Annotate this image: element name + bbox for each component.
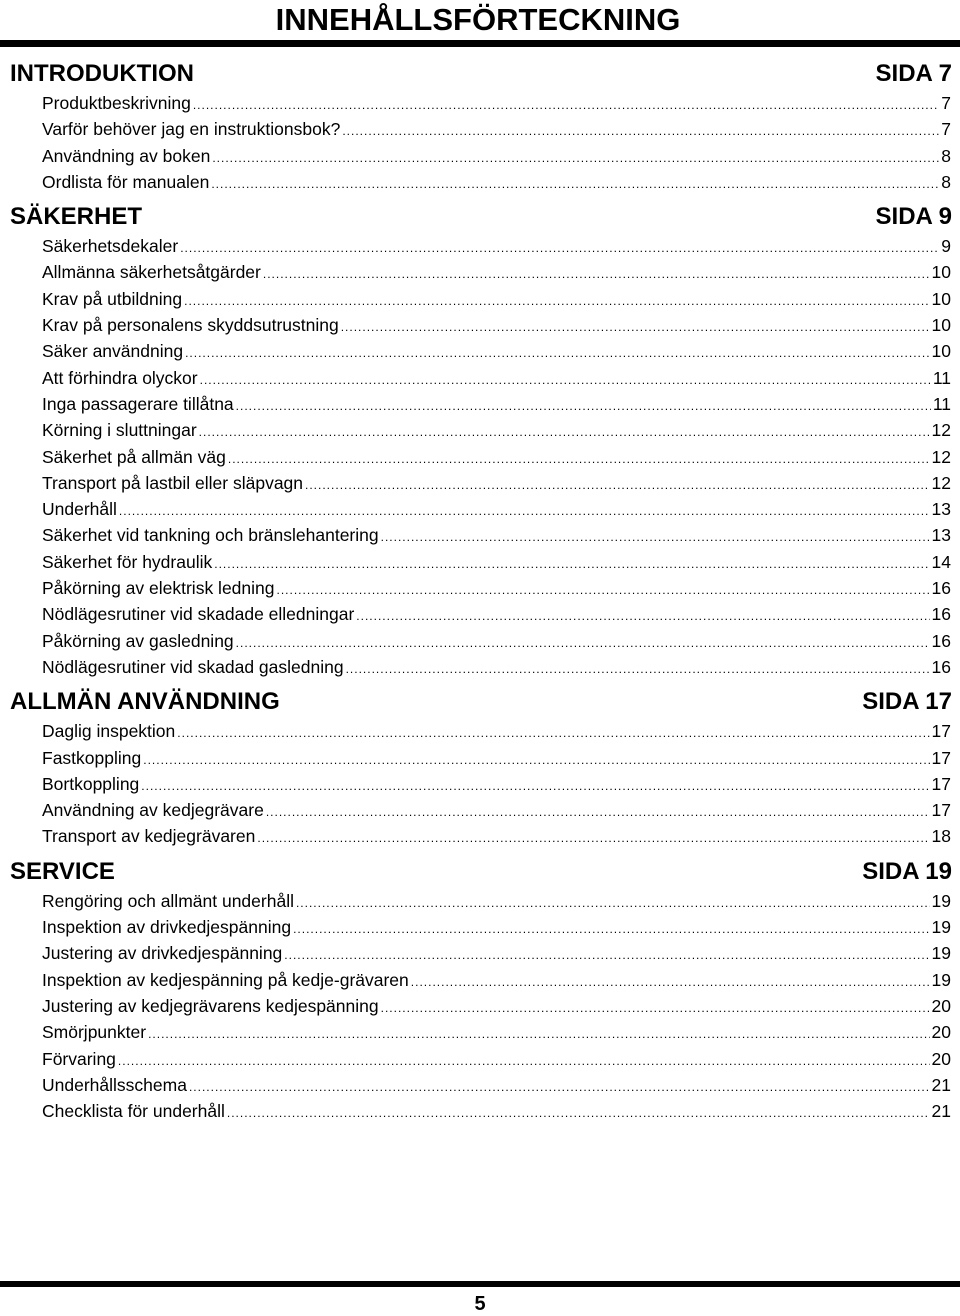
- toc-entry: [42, 914, 951, 940]
- entry-page: 8: [941, 171, 951, 192]
- entry-page: 18: [931, 826, 951, 847]
- entry-label: Rengöring och allmänt underhåll: [42, 890, 294, 911]
- toc-entry: [42, 993, 951, 1019]
- toc-entry: [42, 1019, 951, 1045]
- entry-label: Transport på lastbil eller släpvagn: [42, 472, 304, 493]
- toc-entry: [42, 797, 951, 823]
- entry-page: 20: [931, 1022, 951, 1043]
- entry-label: Inspektion av drivkedjespänning: [42, 917, 292, 938]
- entry-page: 19: [931, 917, 951, 938]
- entry-label: Allmänna säkerhetsåtgärder: [42, 262, 261, 283]
- entry-label: Bortkoppling: [42, 773, 140, 794]
- entry-list: [0, 233, 960, 680]
- entry-label: Transport av kedjegrävaren: [42, 826, 256, 847]
- dot-leader: [118, 1048, 930, 1074]
- dot-leader: [411, 969, 930, 995]
- entry-label: Säkerhet på allmän väg: [42, 446, 226, 467]
- dot-leader: [257, 825, 929, 851]
- dot-leader: [143, 747, 929, 773]
- section-page: SIDA 19: [862, 857, 952, 885]
- entry-label: Krav på utbildning: [42, 288, 183, 309]
- entry-page: 12: [931, 472, 951, 493]
- section-heading: [0, 686, 960, 718]
- section-title: SÄKERHET: [10, 203, 143, 231]
- dot-leader: [296, 890, 930, 916]
- bottom-rule: [0, 1281, 960, 1287]
- entry-label: Säker användning: [42, 341, 184, 362]
- dot-leader: [236, 630, 930, 656]
- entry-label: Inspektion av kedjespänning på kedje-grävaren: [42, 969, 409, 990]
- dot-leader: [141, 773, 929, 799]
- entry-label: Varför behöver jag en instruktionsbok?: [42, 119, 341, 140]
- dot-leader: [119, 498, 930, 524]
- entry-label: Användning av boken: [42, 145, 211, 166]
- entry-label: Underhåll: [42, 499, 117, 520]
- entry-page: 9: [941, 236, 951, 257]
- toc-entry: [42, 338, 951, 364]
- dot-leader: [211, 171, 939, 197]
- toc-entry: [42, 417, 951, 443]
- entry-label: Förvaring: [42, 1048, 116, 1069]
- toc-entry: [42, 391, 951, 417]
- dot-leader: [199, 419, 930, 445]
- toc-entry: [42, 549, 951, 575]
- entry-label: Användning av kedjegrävare: [42, 800, 264, 821]
- toc-entry: [42, 654, 951, 680]
- page-title: [0, 0, 960, 40]
- toc-entry: [42, 888, 951, 914]
- dot-leader: [228, 446, 930, 472]
- toc-entry: [42, 259, 951, 285]
- entry-page: 16: [931, 656, 951, 677]
- entry-label: Påkörning av gasledning: [42, 630, 234, 651]
- dot-leader: [293, 916, 929, 942]
- dot-leader: [200, 367, 931, 393]
- dot-leader: [180, 235, 939, 261]
- entry-label: Underhållsschema: [42, 1074, 187, 1095]
- entry-page: 19: [931, 969, 951, 990]
- entry-page: 13: [931, 499, 951, 520]
- toc-entry: [42, 1098, 951, 1124]
- dot-leader: [346, 656, 930, 682]
- entry-label: Daglig inspektion: [42, 721, 176, 742]
- table-of-contents: [0, 58, 960, 1124]
- entry-page: 8: [941, 145, 951, 166]
- toc-entry: [42, 116, 951, 142]
- entry-label: Justering av drivkedjespänning: [42, 943, 283, 964]
- toc-entry: [42, 745, 951, 771]
- dot-leader: [342, 118, 939, 144]
- entry-label: Säkerhet vid tankning och bränslehantering: [42, 525, 379, 546]
- entry-label: Smörjpunkter: [42, 1022, 147, 1043]
- toc-entry: [42, 470, 951, 496]
- entry-page: 16: [931, 578, 951, 599]
- dot-leader: [277, 577, 930, 603]
- section-page: SIDA 7: [875, 60, 952, 87]
- entry-label: Produktbeskrivning: [42, 93, 191, 113]
- entry-page: 12: [931, 446, 951, 467]
- dot-leader: [227, 1100, 930, 1126]
- section-title: SERVICE: [10, 857, 115, 885]
- entry-page: 17: [931, 773, 951, 794]
- entry-page: 10: [931, 341, 951, 362]
- page-title-text: INNEHÅLLSFÖRTECKNING: [275, 2, 681, 37]
- dot-leader: [236, 393, 931, 419]
- section-title: INTRODUKTION: [10, 60, 194, 87]
- entry-page: 16: [931, 604, 951, 625]
- dot-leader: [214, 551, 929, 577]
- entry-page: 19: [931, 890, 951, 911]
- entry-label: Justering av kedjegrävarens kedjespänning: [42, 995, 379, 1016]
- toc-entry: [42, 628, 951, 654]
- entry-list: [0, 888, 960, 1125]
- section-title: ALLMÄN ANVÄNDNING: [10, 688, 280, 716]
- entry-page: 17: [931, 747, 951, 768]
- toc-entry: [42, 601, 951, 627]
- entry-label: Ordlista för manualen: [42, 171, 210, 192]
- entry-page: 10: [931, 262, 951, 283]
- dot-leader: [184, 288, 929, 314]
- entry-label: Påkörning av elektrisk ledning: [42, 578, 275, 599]
- dot-leader: [185, 340, 929, 366]
- entry-label: Körning i sluttningar: [42, 420, 197, 441]
- toc-entry: [42, 169, 951, 195]
- toc-entry: [42, 823, 951, 849]
- toc-entry: [42, 967, 951, 993]
- toc-entry: [42, 575, 951, 601]
- toc-entry: [42, 286, 951, 312]
- dot-leader: [341, 314, 930, 340]
- entry-list: [0, 718, 960, 849]
- entry-page: 16: [931, 630, 951, 651]
- dot-leader: [305, 472, 930, 498]
- top-rule: [0, 40, 960, 47]
- dot-leader: [263, 261, 930, 287]
- toc-entry: [42, 312, 951, 338]
- toc-entry: [42, 1046, 951, 1072]
- dot-leader: [177, 720, 929, 746]
- toc-entry: [42, 233, 951, 259]
- section-heading: [0, 58, 960, 90]
- dot-leader: [356, 603, 929, 629]
- entry-page: 11: [932, 393, 951, 414]
- entry-page: 7: [941, 119, 951, 140]
- entry-label: Krav på personalens skyddsutrustning: [42, 315, 339, 336]
- page-number: 5: [474, 1293, 486, 1315]
- entry-label: Checklista för underhåll: [42, 1101, 225, 1122]
- entry-page: 20: [931, 1048, 951, 1069]
- entry-page: 7: [941, 93, 951, 113]
- entry-page: 10: [931, 288, 951, 309]
- toc-entry: [42, 718, 951, 744]
- toc-entry: [42, 522, 951, 548]
- dot-leader: [148, 1021, 929, 1047]
- entry-page: 19: [931, 943, 951, 964]
- entry-label: Säkerhet för hydraulik: [42, 551, 213, 572]
- entry-page: 17: [931, 800, 951, 821]
- dot-leader: [284, 942, 929, 968]
- dot-leader: [381, 524, 930, 550]
- entry-page: 12: [931, 420, 951, 441]
- toc-entry: [42, 1072, 951, 1098]
- entry-page: 21: [931, 1074, 951, 1095]
- section-page: SIDA 9: [875, 203, 952, 231]
- section-heading: [0, 856, 960, 888]
- toc-entry: [42, 365, 951, 391]
- toc-entry: [42, 771, 951, 797]
- entry-label: Säkerhetsdekaler: [42, 236, 179, 257]
- entry-label: Att förhindra olyckor: [42, 367, 198, 388]
- toc-entry: [42, 496, 951, 522]
- entry-page: 20: [931, 995, 951, 1016]
- dot-leader: [193, 92, 939, 118]
- toc-entry: [42, 143, 951, 169]
- entry-list: [0, 90, 960, 195]
- section-heading: [0, 201, 960, 233]
- entry-page: 14: [931, 551, 951, 572]
- entry-page: 17: [931, 721, 951, 742]
- entry-label: Inga passagerare tillåtna: [42, 393, 234, 414]
- dot-leader: [266, 799, 930, 825]
- entry-page: 11: [932, 367, 951, 388]
- toc-entry: [42, 90, 951, 116]
- dot-leader: [212, 145, 939, 171]
- toc-entry: [42, 444, 951, 470]
- section-page: SIDA 17: [862, 688, 952, 716]
- entry-page: 10: [931, 315, 951, 336]
- dot-leader: [381, 995, 930, 1021]
- dot-leader: [189, 1074, 930, 1100]
- toc-entry: [42, 940, 951, 966]
- entry-label: Nödlägesrutiner vid skadad gasledning: [42, 656, 344, 677]
- entry-label: Nödlägesrutiner vid skadade elledningar: [42, 604, 355, 625]
- entry-page: 21: [931, 1101, 951, 1122]
- entry-label: Fastkoppling: [42, 747, 142, 768]
- entry-page: 13: [931, 525, 951, 546]
